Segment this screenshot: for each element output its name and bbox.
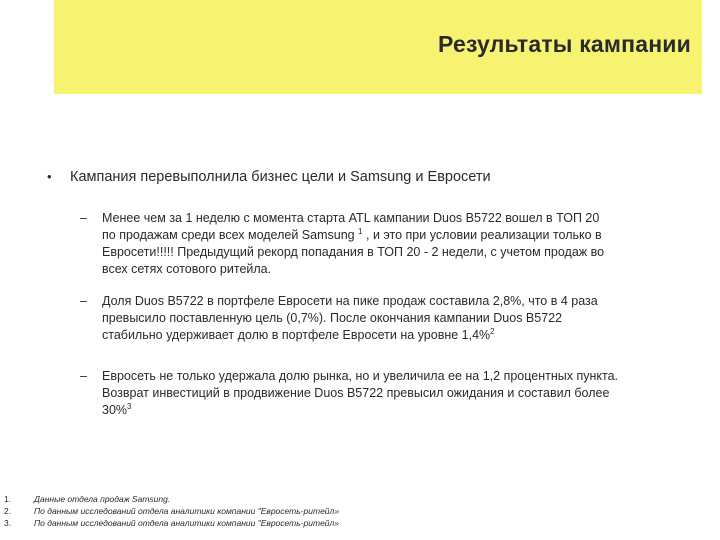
- sub-bullet-2-text: [102, 293, 690, 344]
- sub-bullet-marker: –: [80, 211, 87, 225]
- footnote-item: [4, 517, 704, 529]
- sub-bullet-line: всех сетях сотового ритейла.: [102, 262, 272, 276]
- sub-bullet-line: превысило поставленную цель (0,7%). После окончания кампании Duos B5722: [102, 311, 563, 325]
- sub-bullet-line: Доля Duos B5722 в портфеле Евросети на пике продаж составила 2,8%, что в 4 раза: [102, 294, 598, 308]
- slide-title: Результаты кампании: [438, 31, 691, 57]
- footnotes: [4, 493, 704, 529]
- sub-bullet-3-text: [102, 368, 690, 419]
- footnote-text: По данным исследований отдела аналитики компании "Евросеть-ритейл»: [34, 518, 340, 528]
- sub-bullet-line: Менее чем за 1 неделю с момента старта ATL кампании Duos B5722 вошел в ТОП 20: [102, 211, 600, 225]
- bullet-marker: •: [47, 169, 52, 184]
- sub-bullet-marker: –: [80, 369, 87, 383]
- sub-bullet-line-part: 30%: [102, 403, 128, 417]
- sub-bullet-line: Евросеть не только удержала долю рынка, но и увеличила ее на 1,2 процентных пункта.: [102, 369, 619, 383]
- footnote-item: [4, 493, 704, 505]
- sub-bullet-line-part: по продажам среди всех моделей Samsung: [102, 228, 355, 242]
- sub-bullet-marker: –: [80, 294, 87, 308]
- footnote-item: [4, 505, 704, 517]
- footnote-number: 2.: [4, 506, 12, 516]
- title-band: [54, 0, 702, 94]
- sub-bullet-line-with-footnote: [102, 402, 690, 419]
- footnote-ref: 1: [358, 227, 363, 236]
- footnote-number: 3.: [4, 518, 12, 528]
- sub-bullet-line-part: стабильно удерживает долю в портфеле Евросети на уровне 1,4%: [102, 328, 491, 342]
- sub-bullet-line: Евросети!!!!! Предыдущий рекорд попадания в ТОП 20 - 2 недели, с учетом продаж во: [102, 245, 605, 259]
- footnote-text: По данным исследований отдела аналитики компании "Евросеть-ритейл»: [34, 506, 340, 516]
- sub-bullet-line-part: , и это при условии реализации только в: [362, 228, 602, 242]
- sub-bullet-line-with-footnote: [102, 227, 690, 244]
- sub-bullet-1-text: [102, 210, 690, 278]
- footnote-ref: 2: [490, 327, 495, 336]
- footnote-text: Данные отдела продаж Samsung.: [34, 494, 171, 504]
- sub-bullet-line-with-footnote: [102, 327, 690, 344]
- bullet-text: Кампания перевыполнила бизнес цели и Samsung и Евросети: [70, 169, 491, 185]
- footnote-ref: 3: [127, 402, 132, 411]
- sub-bullet-line: Возврат инвестиций в продвижение Duos B5722 превысил ожидания и составил более: [102, 386, 610, 400]
- footnote-number: 1.: [4, 494, 12, 504]
